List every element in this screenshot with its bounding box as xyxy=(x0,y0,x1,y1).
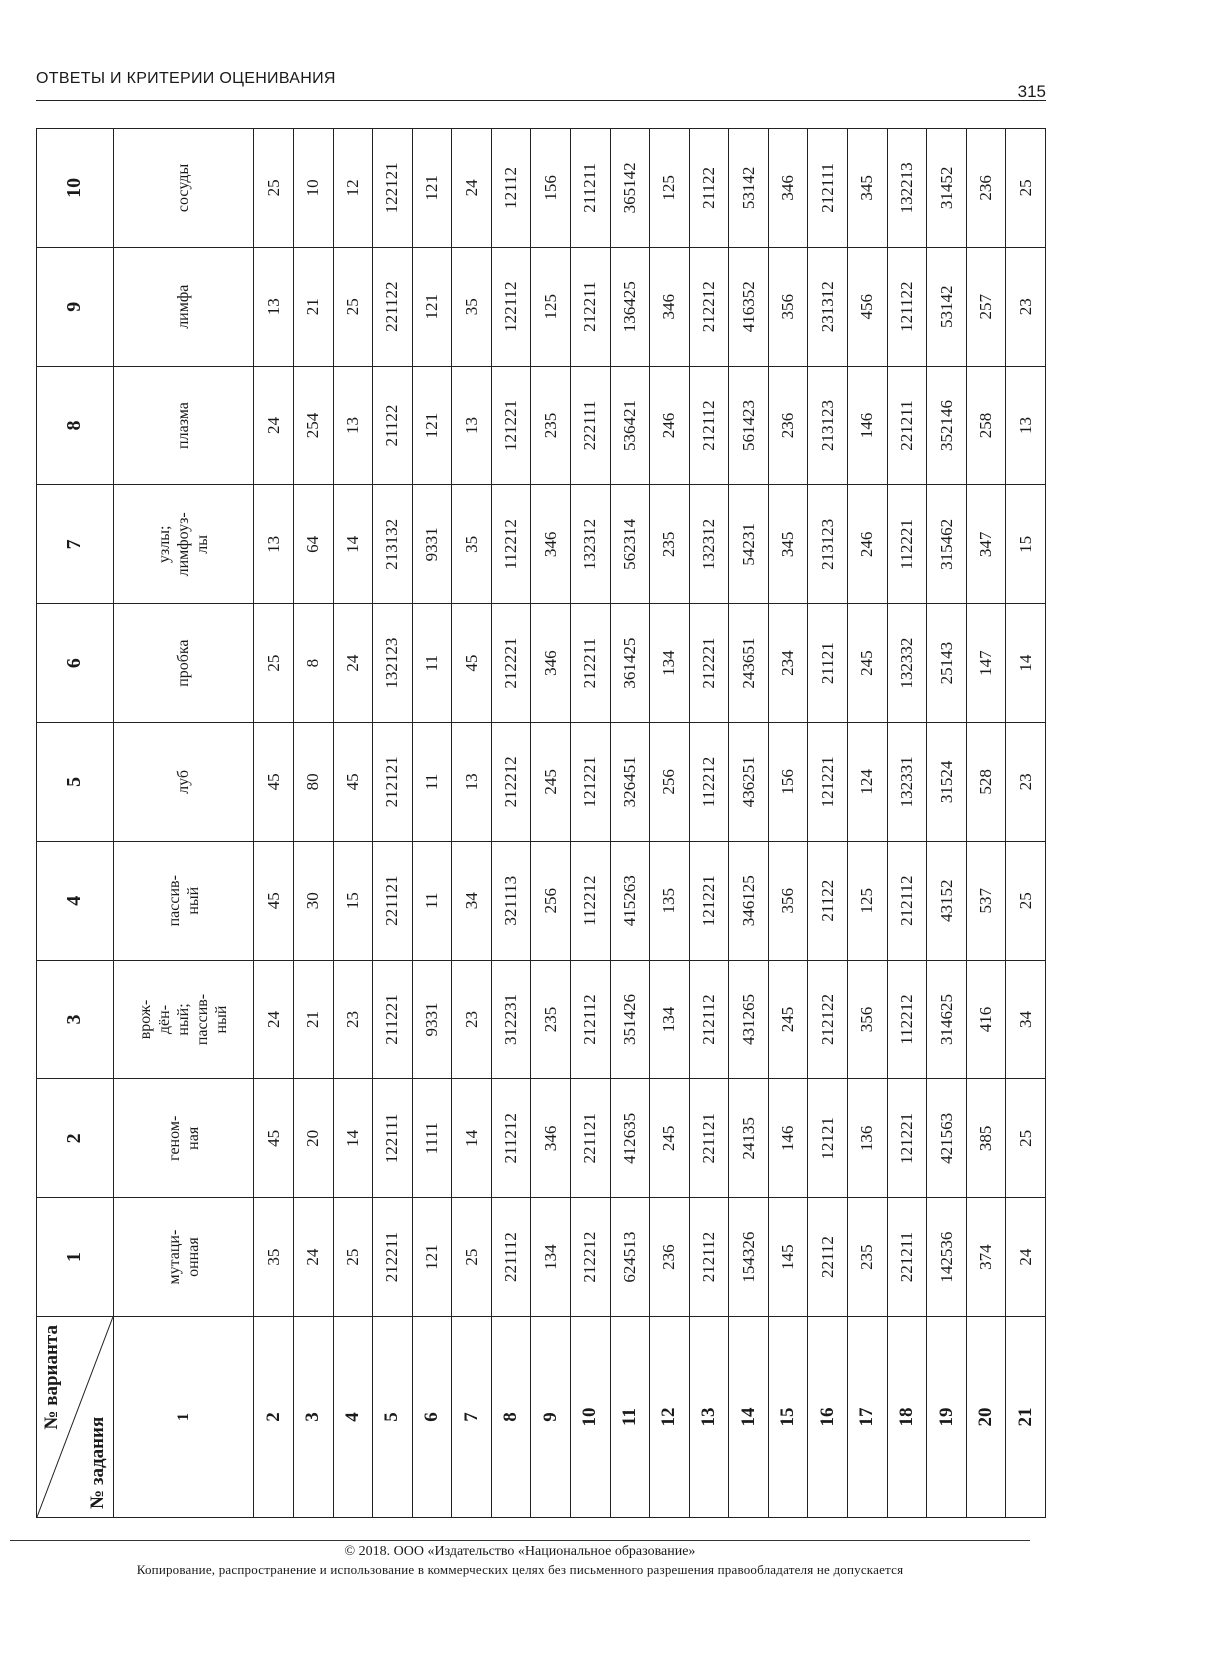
answer-cell: 12121 xyxy=(808,1079,848,1198)
answer-cell: 132312 xyxy=(571,485,611,604)
table-row xyxy=(333,129,373,1518)
answer-cell: 212211 xyxy=(571,604,611,723)
answer-cell: 346125 xyxy=(729,841,769,960)
answer-cell: 345 xyxy=(848,129,888,248)
answer-cell: 231312 xyxy=(808,247,848,366)
answer-cell: 537 xyxy=(966,841,1006,960)
answer-cell: 221211 xyxy=(887,1198,927,1317)
answer-cell: 346 xyxy=(768,129,808,248)
table-row xyxy=(452,129,492,1518)
answer-cell: 14 xyxy=(1006,604,1046,723)
answer-cell: 326451 xyxy=(610,723,650,842)
answer-cell: 12112 xyxy=(491,129,531,248)
answer-cell: плазма xyxy=(113,366,253,485)
answer-cell: 45 xyxy=(452,604,492,723)
answer-cell: 34 xyxy=(452,841,492,960)
answer-cell: 134 xyxy=(650,604,690,723)
rotated-table-frame xyxy=(36,128,1046,1518)
answer-cell: 132312 xyxy=(689,485,729,604)
answer-cell: 436251 xyxy=(729,723,769,842)
page-number: 315 xyxy=(1017,82,1046,101)
answer-cell: 132213 xyxy=(887,129,927,248)
answer-cell: 80 xyxy=(293,723,333,842)
answer-cell: 25 xyxy=(1006,129,1046,248)
answers-table-container xyxy=(36,128,1046,1518)
answer-cell: 53142 xyxy=(729,129,769,248)
table-row xyxy=(571,129,611,1518)
answer-cell: 21 xyxy=(293,960,333,1079)
answer-cell: 23 xyxy=(452,960,492,1079)
task-number-cell: 19 xyxy=(927,1317,967,1518)
table-row xyxy=(848,129,888,1518)
answer-cell: 13 xyxy=(254,485,294,604)
answer-cell: 121221 xyxy=(571,723,611,842)
variant-header-row xyxy=(37,129,114,1518)
answer-cell: 25 xyxy=(452,1198,492,1317)
variant-number-cell: 8 xyxy=(37,366,114,485)
task-number-cell: 14 xyxy=(729,1317,769,1518)
answer-cell: 346 xyxy=(650,247,690,366)
answer-cell: 24135 xyxy=(729,1079,769,1198)
answer-cell: мутаци- онная xyxy=(113,1198,253,1317)
answer-cell: 121221 xyxy=(491,366,531,485)
section-title: ОТВЕТЫ И КРИТЕРИИ ОЦЕНИВАНИЯ xyxy=(36,70,336,87)
answer-cell: 416 xyxy=(966,960,1006,1079)
task-number-cell: 7 xyxy=(452,1317,492,1518)
answer-cell: 24 xyxy=(452,129,492,248)
answer-cell: 25 xyxy=(254,604,294,723)
answer-cell: 112221 xyxy=(887,485,927,604)
answer-cell: пассив- ный xyxy=(113,841,253,960)
answer-cell: 385 xyxy=(966,1079,1006,1198)
answer-cell: 212112 xyxy=(689,960,729,1079)
answer-cell: 212121 xyxy=(373,723,413,842)
task-number-cell: 20 xyxy=(966,1317,1006,1518)
task-axis-label: № задания xyxy=(86,1416,108,1509)
answer-cell: 132123 xyxy=(373,604,413,723)
answer-cell: 122111 xyxy=(373,1079,413,1198)
answer-cell: 135 xyxy=(650,841,690,960)
answer-cell: 236 xyxy=(768,366,808,485)
task-number-cell: 11 xyxy=(610,1317,650,1518)
variant-number-cell: 1 xyxy=(37,1198,114,1317)
answer-cell: 20 xyxy=(293,1079,333,1198)
answer-cell: 23 xyxy=(1006,723,1046,842)
answer-cell: 11 xyxy=(412,604,452,723)
answer-cell: 351426 xyxy=(610,960,650,1079)
variant-number-cell: 2 xyxy=(37,1079,114,1198)
answer-cell: 213123 xyxy=(808,485,848,604)
answer-cell: 13 xyxy=(1006,366,1046,485)
answer-cell: 236 xyxy=(650,1198,690,1317)
answer-cell: 1111 xyxy=(412,1079,452,1198)
answer-cell: 22112 xyxy=(808,1198,848,1317)
table-row xyxy=(113,129,253,1518)
answer-cell: врож- дён- ный; пассив- ный xyxy=(113,960,253,1079)
answer-cell: 14 xyxy=(452,1079,492,1198)
answer-cell: 112212 xyxy=(491,485,531,604)
answer-cell: 30 xyxy=(293,841,333,960)
task-number-cell: 21 xyxy=(1006,1317,1046,1518)
answer-cell: 121 xyxy=(412,129,452,248)
answer-cell: 235 xyxy=(650,485,690,604)
answer-cell: 134 xyxy=(531,1198,571,1317)
answer-cell: 352146 xyxy=(927,366,967,485)
answer-cell: 14 xyxy=(333,485,373,604)
variant-number-cell: 7 xyxy=(37,485,114,604)
variant-number-cell: 5 xyxy=(37,723,114,842)
task-number-cell: 3 xyxy=(293,1317,333,1518)
answer-cell: 13 xyxy=(452,723,492,842)
answer-cell: 53142 xyxy=(927,247,967,366)
answer-cell: 25143 xyxy=(927,604,967,723)
answer-cell: 34 xyxy=(1006,960,1046,1079)
answer-cell: 312231 xyxy=(491,960,531,1079)
answer-cell: 221122 xyxy=(373,247,413,366)
answer-cell: 132331 xyxy=(887,723,927,842)
task-number-cell: 2 xyxy=(254,1317,294,1518)
copyright-notice: Копирование, распространение и использование в коммерческих целях без письменного разрешения правообладателя не допускается xyxy=(136,1562,904,1577)
answer-cell: 125 xyxy=(650,129,690,248)
task-number-cell: 5 xyxy=(373,1317,413,1518)
variant-number-cell: 9 xyxy=(37,247,114,366)
answer-cell: 213123 xyxy=(808,366,848,485)
answer-cell: 136 xyxy=(848,1079,888,1198)
answer-cell: 561423 xyxy=(729,366,769,485)
answer-cell: 31452 xyxy=(927,129,967,248)
answer-cell: 54231 xyxy=(729,485,769,604)
answer-cell: 246 xyxy=(848,485,888,604)
copyright-line: © 2018. ООО «Издательство «Национальное образование» xyxy=(344,1544,696,1559)
answer-cell: 124 xyxy=(848,723,888,842)
task-number-cell: 10 xyxy=(571,1317,611,1518)
corner-header-cell xyxy=(37,1317,114,1518)
table-row xyxy=(808,129,848,1518)
answer-cell: 15 xyxy=(333,841,373,960)
answer-cell: 347 xyxy=(966,485,1006,604)
answer-cell: 346 xyxy=(531,1079,571,1198)
answer-cell: 234 xyxy=(768,604,808,723)
answer-cell: 412635 xyxy=(610,1079,650,1198)
answer-cell: 346 xyxy=(531,604,571,723)
answer-cell: 257 xyxy=(966,247,1006,366)
answer-cell: пробка xyxy=(113,604,253,723)
task-number-cell: 13 xyxy=(689,1317,729,1518)
task-number-cell: 8 xyxy=(491,1317,531,1518)
answer-cell: 356 xyxy=(848,960,888,1079)
answer-cell: 35 xyxy=(452,485,492,604)
answer-cell: 212211 xyxy=(373,1198,413,1317)
answer-cell: 321113 xyxy=(491,841,531,960)
answer-cell: 536421 xyxy=(610,366,650,485)
answer-cell: 235 xyxy=(531,366,571,485)
answer-cell: 212112 xyxy=(689,366,729,485)
answer-cell: 146 xyxy=(768,1079,808,1198)
answer-cell: 15 xyxy=(1006,485,1046,604)
answer-cell: 528 xyxy=(966,723,1006,842)
answer-cell: 421563 xyxy=(927,1079,967,1198)
answer-cell: 21121 xyxy=(808,604,848,723)
answer-cell: 212211 xyxy=(571,247,611,366)
answer-cell: 24 xyxy=(254,366,294,485)
answer-cell: 45 xyxy=(333,723,373,842)
table-row xyxy=(1006,129,1046,1518)
answer-cell: 122112 xyxy=(491,247,531,366)
answer-cell: 23 xyxy=(1006,247,1046,366)
answer-cell: 13 xyxy=(333,366,373,485)
table-row xyxy=(887,129,927,1518)
answer-cell: 212221 xyxy=(491,604,531,723)
answer-cell: 21122 xyxy=(373,366,413,485)
answer-cell: 8 xyxy=(293,604,333,723)
answer-cell: 9331 xyxy=(412,960,452,1079)
answer-cell: 10 xyxy=(293,129,333,248)
task-number-cell: 16 xyxy=(808,1317,848,1518)
footer-divider xyxy=(10,1540,1030,1541)
answer-cell: 23 xyxy=(333,960,373,1079)
answer-cell: 562314 xyxy=(610,485,650,604)
answer-cell: 125 xyxy=(848,841,888,960)
answer-cell: 235 xyxy=(848,1198,888,1317)
table-row xyxy=(927,129,967,1518)
answer-cell: сосуды xyxy=(113,129,253,248)
answer-cell: 221112 xyxy=(491,1198,531,1317)
answer-cell: 346 xyxy=(531,485,571,604)
answer-cell: 212212 xyxy=(491,723,531,842)
answer-cell: 245 xyxy=(768,960,808,1079)
answer-cell: 24 xyxy=(333,604,373,723)
answer-cell: 416352 xyxy=(729,247,769,366)
answer-cell: 121221 xyxy=(887,1079,927,1198)
answer-cell: 9331 xyxy=(412,485,452,604)
answer-cell: 112212 xyxy=(887,960,927,1079)
answer-cell: 121 xyxy=(412,366,452,485)
table-row xyxy=(491,129,531,1518)
answer-cell: 212112 xyxy=(689,1198,729,1317)
answer-cell: 256 xyxy=(650,723,690,842)
task-number-cell: 15 xyxy=(768,1317,808,1518)
task-number-cell: 1 xyxy=(113,1317,253,1518)
header-divider xyxy=(36,100,1046,101)
answer-cell: 256 xyxy=(531,841,571,960)
answer-cell: 45 xyxy=(254,1079,294,1198)
answer-cell: луб xyxy=(113,723,253,842)
answer-cell: 221121 xyxy=(689,1079,729,1198)
answer-cell: 11 xyxy=(412,723,452,842)
answer-cell: 374 xyxy=(966,1198,1006,1317)
answer-cell: 221121 xyxy=(571,1079,611,1198)
answer-cell: 345 xyxy=(768,485,808,604)
table-row xyxy=(254,129,294,1518)
answer-cell: 25 xyxy=(333,247,373,366)
answer-cell: 142536 xyxy=(927,1198,967,1317)
answer-cell: 25 xyxy=(333,1198,373,1317)
answer-cell: 154326 xyxy=(729,1198,769,1317)
answer-cell: 45 xyxy=(254,841,294,960)
answer-cell: 122121 xyxy=(373,129,413,248)
answer-cell: 12 xyxy=(333,129,373,248)
answer-cell: 43152 xyxy=(927,841,967,960)
answer-cell: 21122 xyxy=(808,841,848,960)
answer-cell: 221121 xyxy=(373,841,413,960)
answer-cell: лимфа xyxy=(113,247,253,366)
table-row xyxy=(966,129,1006,1518)
answer-cell: 24 xyxy=(1006,1198,1046,1317)
variant-number-cell: 6 xyxy=(37,604,114,723)
answer-cell: 211211 xyxy=(571,129,611,248)
table-row xyxy=(412,129,452,1518)
answer-cell: 212112 xyxy=(887,841,927,960)
answer-cell: 112212 xyxy=(571,841,611,960)
task-number-cell: 9 xyxy=(531,1317,571,1518)
answer-cell: 211212 xyxy=(491,1079,531,1198)
task-number-cell: 4 xyxy=(333,1317,373,1518)
answer-cell: 156 xyxy=(531,129,571,248)
answer-cell: 121221 xyxy=(808,723,848,842)
answer-cell: 245 xyxy=(531,723,571,842)
table-row xyxy=(373,129,413,1518)
answers-table-body xyxy=(37,129,1046,1518)
variant-number-cell: 3 xyxy=(37,960,114,1079)
answer-cell: 212112 xyxy=(571,960,611,1079)
task-number-cell: 18 xyxy=(887,1317,927,1518)
table-row xyxy=(293,129,333,1518)
answer-cell: 356 xyxy=(768,841,808,960)
answer-cell: 221211 xyxy=(887,366,927,485)
answer-cell: 21122 xyxy=(689,129,729,248)
answer-cell: 212212 xyxy=(689,247,729,366)
answer-cell: 254 xyxy=(293,366,333,485)
answer-cell: 243651 xyxy=(729,604,769,723)
answer-cell: 45 xyxy=(254,723,294,842)
answer-cell: 245 xyxy=(848,604,888,723)
answer-cell: 235 xyxy=(531,960,571,1079)
answer-cell: 121 xyxy=(412,247,452,366)
answer-cell: 236 xyxy=(966,129,1006,248)
table-row xyxy=(689,129,729,1518)
answer-cell: 25 xyxy=(1006,1079,1046,1198)
answer-cell: 132332 xyxy=(887,604,927,723)
answer-cell: 145 xyxy=(768,1198,808,1317)
answer-cell: 212221 xyxy=(689,604,729,723)
table-row xyxy=(768,129,808,1518)
answer-cell: 24 xyxy=(254,960,294,1079)
answer-cell: 35 xyxy=(452,247,492,366)
answer-cell: узлы; лимфоуз- лы xyxy=(113,485,253,604)
table-row xyxy=(531,129,571,1518)
answer-cell: 624513 xyxy=(610,1198,650,1317)
answer-cell: 35 xyxy=(254,1198,294,1317)
answer-cell: 212122 xyxy=(808,960,848,1079)
answer-cell: 13 xyxy=(452,366,492,485)
answer-cell: 146 xyxy=(848,366,888,485)
answer-cell: 24 xyxy=(293,1198,333,1317)
answer-cell: геном- ная xyxy=(113,1079,253,1198)
answer-cell: 258 xyxy=(966,366,1006,485)
answer-cell: 13 xyxy=(254,247,294,366)
answer-cell: 246 xyxy=(650,366,690,485)
answer-cell: 112212 xyxy=(689,723,729,842)
table-row xyxy=(610,129,650,1518)
answer-cell: 121 xyxy=(412,1198,452,1317)
table-row xyxy=(650,129,690,1518)
answer-cell: 121122 xyxy=(887,247,927,366)
answer-cell: 31524 xyxy=(927,723,967,842)
answer-cell: 136425 xyxy=(610,247,650,366)
answer-cell: 121221 xyxy=(689,841,729,960)
variant-number-cell: 10 xyxy=(37,129,114,248)
answer-cell: 156 xyxy=(768,723,808,842)
answer-cell: 147 xyxy=(966,604,1006,723)
answers-table xyxy=(36,128,1046,1518)
answer-cell: 64 xyxy=(293,485,333,604)
table-row xyxy=(729,129,769,1518)
answer-cell: 25 xyxy=(1006,841,1046,960)
variant-number-cell: 4 xyxy=(37,841,114,960)
variant-axis-label: № варианта xyxy=(41,1325,62,1430)
answer-cell: 365142 xyxy=(610,129,650,248)
answer-cell: 14 xyxy=(333,1079,373,1198)
task-number-cell: 17 xyxy=(848,1317,888,1518)
answer-cell: 213132 xyxy=(373,485,413,604)
answer-cell: 125 xyxy=(531,247,571,366)
answer-cell: 245 xyxy=(650,1079,690,1198)
answer-cell: 415263 xyxy=(610,841,650,960)
answer-cell: 314625 xyxy=(927,960,967,1079)
answer-cell: 211221 xyxy=(373,960,413,1079)
answer-cell: 356 xyxy=(768,247,808,366)
task-number-cell: 12 xyxy=(650,1317,690,1518)
answer-cell: 11 xyxy=(412,841,452,960)
answer-cell: 25 xyxy=(254,129,294,248)
answer-cell: 212111 xyxy=(808,129,848,248)
answer-cell: 456 xyxy=(848,247,888,366)
answer-cell: 134 xyxy=(650,960,690,1079)
answer-cell: 212212 xyxy=(571,1198,611,1317)
task-number-cell: 6 xyxy=(412,1317,452,1518)
answer-cell: 21 xyxy=(293,247,333,366)
answer-cell: 431265 xyxy=(729,960,769,1079)
answer-cell: 315462 xyxy=(927,485,967,604)
answer-cell: 361425 xyxy=(610,604,650,723)
answer-cell: 222111 xyxy=(571,366,611,485)
